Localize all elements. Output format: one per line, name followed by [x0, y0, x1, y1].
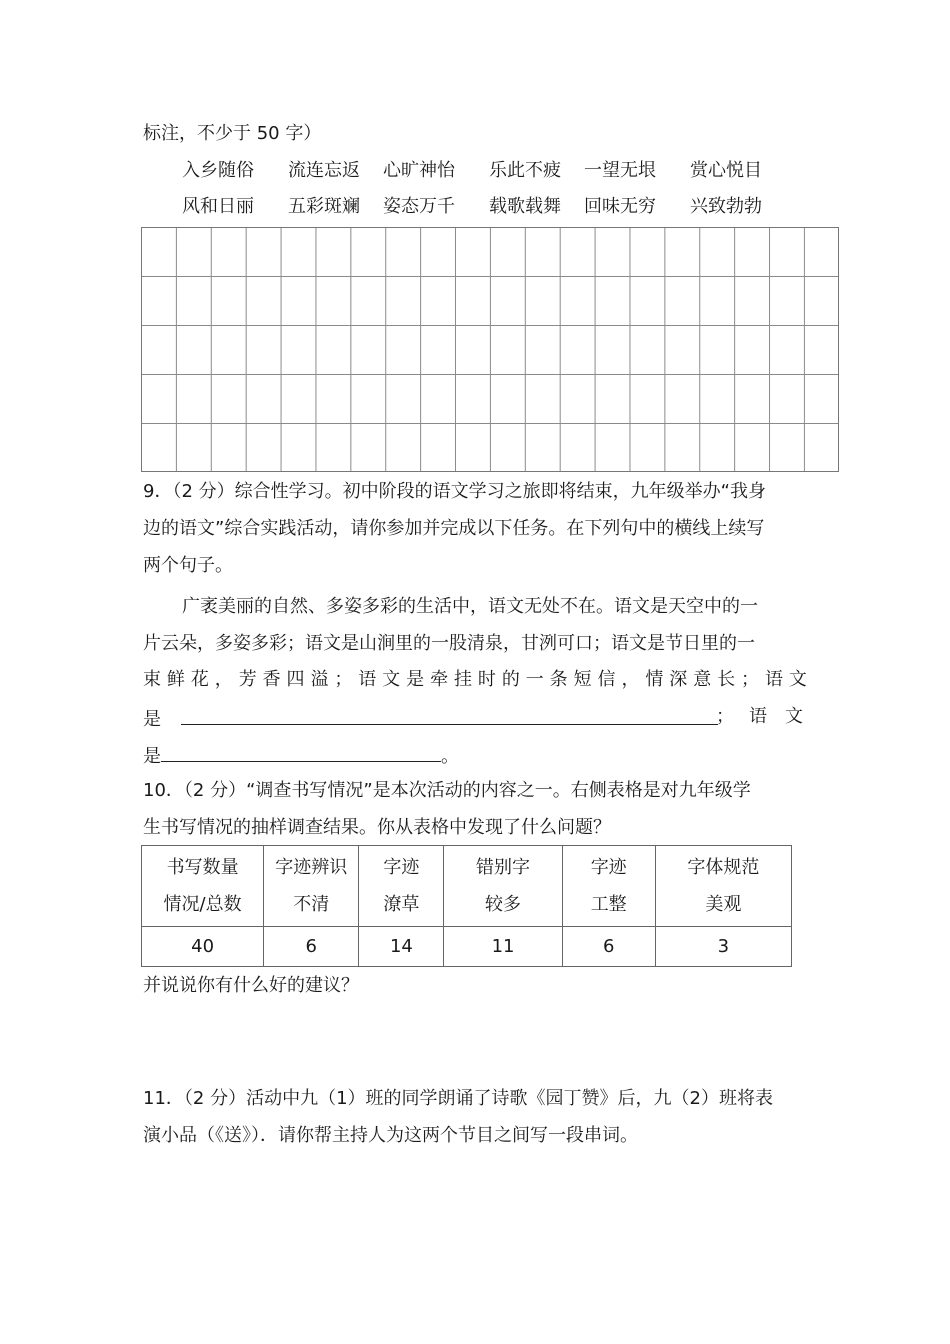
idiom: 一望无垠 [584, 160, 656, 181]
blank-suffix: 语 文 [749, 706, 803, 727]
idiom: 五彩斑斓 [288, 196, 360, 217]
table-header-cell: 字迹 工整 [562, 846, 655, 927]
idiom: 入乡随俗 [182, 160, 254, 181]
idiom: 风和日丽 [182, 196, 254, 217]
passage-char: 深 [669, 669, 688, 690]
passage-char: 挂 [453, 669, 472, 690]
idiom: 流连忘返 [288, 160, 360, 181]
passage-char: 的 [501, 669, 520, 690]
table-row [142, 927, 792, 967]
q9-passage-justified-line [143, 667, 807, 693]
blank-prefix: 是 [143, 746, 161, 767]
passage-char: 意 [693, 669, 712, 690]
blank-suffix: 。 [441, 746, 459, 767]
answer-blank[interactable] [181, 704, 718, 725]
passage-char: 是 [406, 669, 425, 690]
passage-char: 时 [477, 669, 496, 690]
passage-char: 语 [764, 669, 783, 690]
idiom: 载歌载舞 [489, 196, 561, 217]
passage-char: 牵 [430, 669, 449, 690]
passage-char: 语 [358, 669, 377, 690]
passage-char: 溢 [310, 669, 329, 690]
passage-char: 四 [286, 669, 305, 690]
table-header-cell: 字体规范 美观 [655, 846, 791, 927]
idiom: 回味无穷 [584, 196, 656, 217]
passage-char: ， [214, 669, 233, 690]
table-cell: 3 [655, 927, 791, 967]
table-cell: 11 [444, 927, 562, 967]
q9-line: 边的语文”综合实践活动，请你参加并完成以下任务。在下列句中的横线上续写 [143, 518, 765, 539]
passage-char: 文 [788, 669, 807, 690]
passage-char: 芳 [238, 669, 257, 690]
writing-survey-table [141, 845, 792, 967]
q9-blank-line-1 [143, 704, 807, 733]
blank-prefix: 是 [143, 709, 161, 730]
table-cell: 6 [562, 927, 655, 967]
passage-char: 情 [645, 669, 664, 690]
passage-char: 香 [262, 669, 281, 690]
q9-blank-line-2 [143, 741, 459, 770]
q11-line: 演小品（《送》）．请你帮主持人为这两个节目之间写一段串词。 [143, 1125, 638, 1146]
answer-blank[interactable] [161, 741, 441, 762]
passage-char: 花 [190, 669, 209, 690]
passage-char: ， [621, 669, 640, 690]
idiom: 心旷神怡 [383, 160, 455, 181]
passage-char: 条 [549, 669, 568, 690]
q10-followup: 并说说你有什么好的建议？ [143, 975, 359, 996]
table-header-row [142, 846, 792, 927]
q9-passage-line: 广袤美丽的自然、多姿多彩的生活中，语文无处不在。语文是天空中的一 [182, 596, 758, 617]
table-header-cell: 字迹 潦草 [359, 846, 444, 927]
idiom: 赏心悦目 [690, 160, 762, 181]
passage-char: 长 [717, 669, 736, 690]
blank-separator: ； [716, 706, 734, 727]
passage-char: 信 [597, 669, 616, 690]
table-cell: 40 [142, 927, 264, 967]
q9-line: 9．（2 分）综合性学习。初中阶段的语文学习之旅即将结束，九年级举办“我身 [143, 481, 766, 502]
idiom: 姿态万千 [383, 196, 455, 217]
table-cell: 6 [264, 927, 359, 967]
passage-char: ； [741, 669, 760, 690]
q10-line: 生书写情况的抽样调查结果。你从表格中发现了什么问题？ [143, 817, 611, 838]
idiom: 乐此不疲 [489, 160, 561, 181]
table-header-cell: 错别字 较多 [444, 846, 562, 927]
table-header-cell: 书写数量 情况/总数 [142, 846, 264, 927]
passage-char: 文 [382, 669, 401, 690]
q10-line: 10．（2 分）“调查书写情况”是本次活动的内容之一。右侧表格是对九年级学 [143, 780, 751, 801]
passage-char: 鲜 [166, 669, 185, 690]
q9-line: 两个句子。 [143, 555, 233, 576]
passage-char: ； [334, 669, 353, 690]
passage-char: 一 [525, 669, 544, 690]
idiom: 兴致勃勃 [690, 196, 762, 217]
passage-char: 束 [143, 669, 161, 690]
table-cell: 14 [359, 927, 444, 967]
writing-grid[interactable] [141, 227, 839, 472]
q11-line: 11．（2 分）活动中九（1）班的同学朗诵了诗歌《园丁赞》后，九（2）班将表 [143, 1088, 773, 1109]
table-header-cell: 字迹辨识 不清 [264, 846, 359, 927]
passage-char: 短 [573, 669, 592, 690]
q8-instruction-tail: 标注，不少于 50 字） [143, 123, 322, 144]
q9-passage-line: 片云朵，多姿多彩；语文是山涧里的一股清泉，甘洌可口；语文是节日里的一 [143, 633, 755, 654]
